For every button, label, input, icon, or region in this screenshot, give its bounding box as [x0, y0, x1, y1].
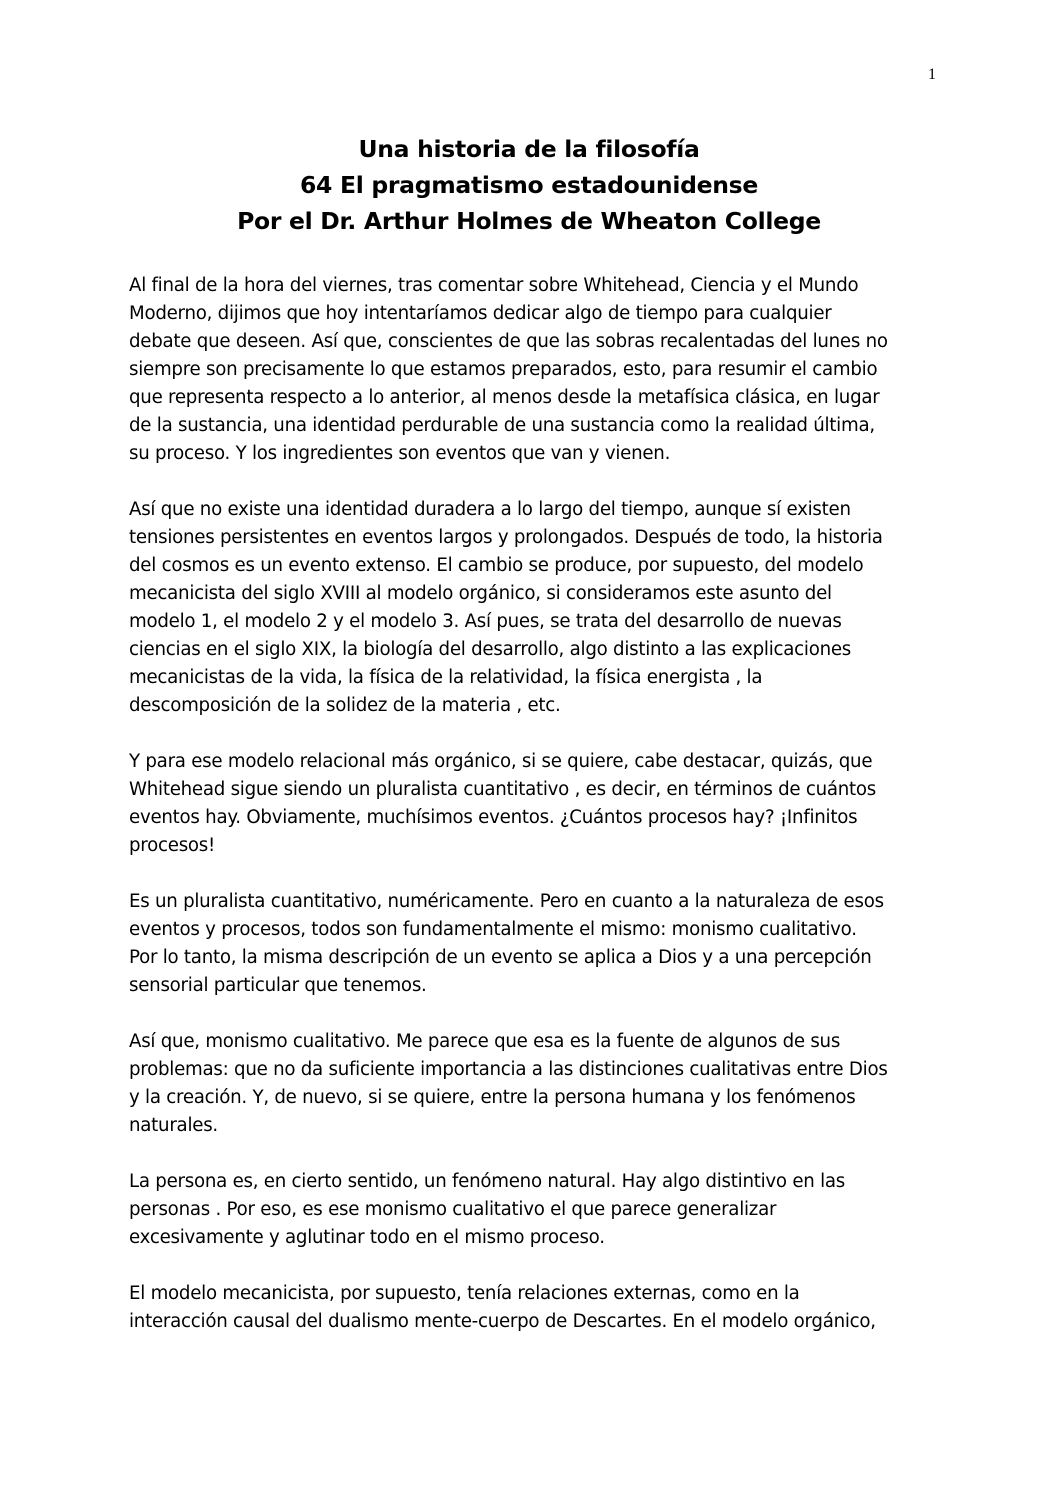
text-line: Es un pluralista cuantitativo, numéricamente. Pero en cuanto a la naturaleza de esos: [129, 891, 884, 912]
text-line: modelo 1, el modelo 2 y el modelo 3. Así pues, se trata del desarrollo de nuevas: [129, 611, 842, 632]
document-body: [129, 272, 929, 1364]
text-line: Whitehead sigue siendo un pluralista cuantitativo , es decir, en términos de cuántos: [129, 779, 877, 800]
text-line: eventos hay. Obviamente, muchísimos eventos. ¿Cuántos procesos hay? ¡Infinitos: [129, 807, 858, 828]
text-line: La persona es, en cierto sentido, un fenómeno natural. Hay algo distintivo en las: [129, 1171, 845, 1192]
text-line: problemas: que no da suficiente importancia a las distinciones cualitativas entre Dios: [129, 1059, 888, 1080]
text-line: excesivamente y aglutinar todo en el mismo proceso.: [129, 1227, 605, 1248]
text-line: procesos!: [129, 835, 216, 856]
paragraph: [129, 1280, 929, 1336]
text-line: Moderno, dijimos que hoy intentaríamos dedicar algo de tiempo para cualquier: [129, 303, 832, 324]
text-line: su proceso. Y los ingredientes son eventos que van y vienen.: [129, 443, 671, 464]
title-line-author: Por el Dr. Arthur Holmes de Wheaton College: [237, 207, 821, 235]
paragraph: [129, 888, 929, 1000]
text-line: Y para ese modelo relacional más orgánico, si se quiere, cabe destacar, quizás, que: [129, 751, 873, 772]
text-line: Al final de la hora del viernes, tras comentar sobre Whitehead, Ciencia y el Mundo: [129, 275, 859, 296]
paragraph: [129, 1028, 929, 1140]
text-line: Así que no existe una identidad duradera a lo largo del tiempo, aunque sí existen: [129, 499, 851, 520]
text-line: y la creación. Y, de nuevo, si se quiere, entre la persona humana y los fenómenos: [129, 1087, 856, 1108]
text-line: tensiones persistentes en eventos largos y prolongados. Después de todo, la historia: [129, 527, 883, 548]
title-line-lecture: 64 El pragmatismo estadounidense: [299, 171, 758, 199]
paragraph: [129, 272, 929, 468]
text-line: El modelo mecanicista, por supuesto, tenía relaciones externas, como en la: [129, 1283, 800, 1304]
text-line: naturales.: [129, 1115, 218, 1136]
paragraph: [129, 496, 929, 720]
text-line: de la sustancia, una identidad perdurable de una sustancia como la realidad última,: [129, 415, 875, 436]
document-title: [0, 131, 1058, 239]
text-line: mecanicista del siglo XVIII al modelo orgánico, si consideramos este asunto del: [129, 583, 832, 604]
text-line: eventos y procesos, todos son fundamentalmente el mismo: monismo cualitativo.: [129, 919, 857, 940]
page-number: 1: [928, 66, 936, 83]
text-line: sensorial particular que tenemos.: [129, 975, 427, 996]
text-line: Por lo tanto, la misma descripción de un evento se aplica a Dios y a una percepción: [129, 947, 872, 968]
text-line: que representa respecto a lo anterior, al menos desde la metafísica clásica, en lugar: [129, 387, 880, 408]
text-line: siempre son precisamente lo que estamos preparados, esto, para resumir el cambio: [129, 359, 878, 380]
text-line: debate que deseen. Así que, conscientes de que las sobras recalentadas del lunes no: [129, 331, 888, 352]
paragraph: [129, 748, 929, 860]
text-line: del cosmos es un evento extenso. El cambio se produce, por supuesto, del modelo: [129, 555, 864, 576]
text-line: Así que, monismo cualitativo. Me parece que esa es la fuente de algunos de sus: [129, 1031, 841, 1052]
text-line: ciencias en el siglo XIX, la biología del desarrollo, algo distinto a las explicaciones: [129, 639, 852, 660]
text-line: interacción causal del dualismo mente-cuerpo de Descartes. En el modelo orgánico,: [129, 1311, 876, 1332]
text-line: mecanicistas de la vida, la física de la relatividad, la física energista , la: [129, 667, 763, 688]
text-line: personas . Por eso, es ese monismo cualitativo el que parece generalizar: [129, 1199, 777, 1220]
paragraph: [129, 1168, 929, 1252]
title-line-series: Una historia de la filosofía: [358, 135, 700, 163]
text-line: descomposición de la solidez de la materia , etc.: [129, 695, 561, 716]
